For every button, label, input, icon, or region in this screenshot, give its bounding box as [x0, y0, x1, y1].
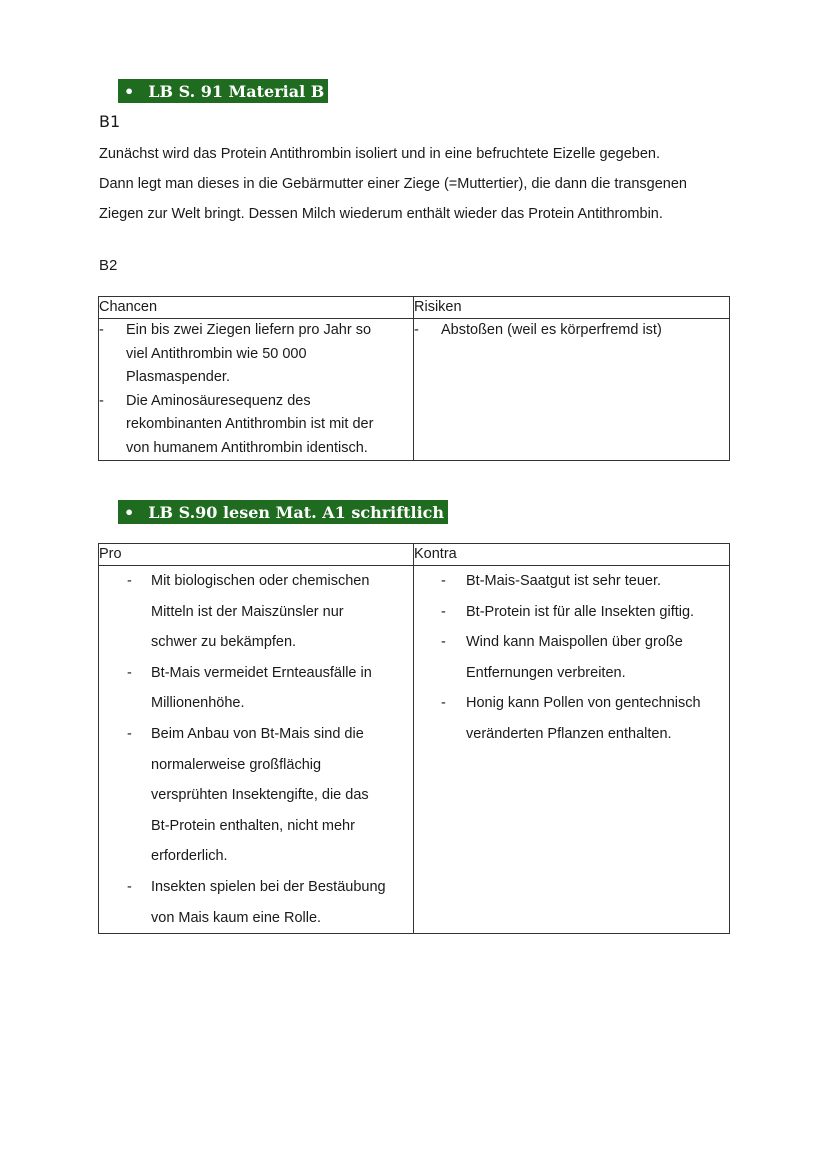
dash-bullet: -	[441, 695, 446, 712]
item-text-line: Insekten spielen bei der Bestäubung	[151, 878, 386, 895]
list-item	[99, 719, 413, 872]
list-item	[414, 566, 729, 597]
item-text-line: Wind kann Maispollen über große	[466, 634, 683, 651]
table-header-row	[99, 544, 730, 566]
list-item	[99, 872, 413, 933]
column-header-risiken: Risiken	[414, 297, 730, 319]
task-label-b2: B2	[99, 257, 118, 274]
list-item	[99, 390, 413, 461]
item-text-line: von Mais kaum eine Rolle.	[151, 909, 322, 926]
list-item	[414, 688, 729, 749]
dash-bullet: -	[127, 878, 132, 895]
column-header-kontra: Kontra	[414, 544, 730, 566]
dash-bullet: -	[414, 322, 419, 338]
list-item	[414, 597, 729, 628]
pro-cell	[99, 566, 414, 934]
section-heading-material-b	[118, 79, 328, 103]
dash-bullet: -	[441, 573, 446, 589]
list-item	[414, 627, 729, 688]
section-heading-mat-a1	[118, 500, 448, 524]
item-text-line: normalerweise großflächig	[151, 756, 322, 773]
item-text-line: rekombinanten Antithrombin ist mit der	[126, 416, 374, 432]
task-label-b1: B1	[99, 112, 121, 131]
dash-bullet: -	[99, 392, 104, 409]
item-text-line: Honig kann Pollen von gentechnisch	[466, 695, 701, 712]
item-text-line: Die Aminosäuresequenz des	[126, 392, 311, 409]
bullet-icon: •	[124, 502, 135, 522]
item-text-line: von humanem Antithrombin identisch.	[126, 439, 368, 456]
risiken-cell	[414, 319, 730, 461]
table-header-row	[99, 297, 730, 319]
bullet-icon: •	[124, 81, 135, 101]
item-text-line: versprühten Insektengifte, die das	[151, 787, 369, 804]
section-heading-text: LB S.90 lesen Mat. A1 schriftlich	[148, 502, 445, 522]
table-row	[99, 319, 730, 461]
list-item	[99, 658, 413, 719]
item-text-line: Bt-Protein enthalten, nicht mehr	[151, 817, 355, 834]
dash-bullet: -	[441, 603, 446, 620]
pro-kontra-table	[98, 543, 730, 934]
item-text-line: Millionenhöhe.	[151, 695, 245, 712]
list-item	[99, 319, 413, 390]
item-text-line: Bt-Mais-Saatgut ist sehr teuer.	[466, 573, 662, 589]
paragraph-line-1: Zunächst wird das Protein Antithrombin isoliert und in eine befruchtete Eizelle gegeben.	[99, 146, 660, 162]
chancen-risiken-table	[98, 296, 730, 461]
item-text-line: Entfernungen verbreiten.	[466, 664, 626, 681]
chancen-cell	[99, 319, 414, 461]
dash-bullet: -	[99, 322, 104, 338]
item-text-line: Bt-Protein ist für alle Insekten giftig.	[466, 603, 695, 620]
item-text-line: veränderten Pflanzen enthalten.	[466, 725, 672, 742]
list-item	[414, 319, 729, 343]
item-text-line: viel Antithrombin wie 50 000	[126, 345, 307, 362]
table-row	[99, 566, 730, 934]
item-text-line: Beim Anbau von Bt-Mais sind die	[151, 725, 364, 742]
item-text-line: Plasmaspender.	[126, 369, 230, 385]
item-text-line: erforderlich.	[151, 848, 228, 865]
column-header-chancen: Chancen	[99, 297, 414, 319]
item-text-line: Bt-Mais vermeidet Ernteausfälle in	[151, 664, 372, 681]
paragraph-line-2: Dann legt man dieses in die Gebärmutter einer Ziege (=Muttertier), die dann die transgenen	[99, 176, 687, 192]
dash-bullet: -	[441, 634, 446, 651]
column-header-pro: Pro	[99, 544, 414, 566]
item-text-line: Mitteln ist der Maiszünsler nur	[151, 603, 344, 620]
item-text-line: schwer zu bekämpfen.	[151, 634, 297, 651]
item-text-line: Abstoßen (weil es körperfremd ist)	[441, 322, 662, 338]
dash-bullet: -	[127, 573, 132, 589]
section-heading-text: LB S. 91 Material B	[148, 81, 325, 101]
item-text-line: Ein bis zwei Ziegen liefern pro Jahr so	[126, 322, 372, 338]
item-text-line: Mit biologischen oder chemischen	[151, 573, 370, 589]
paragraph-line-3: Ziegen zur Welt bringt. Dessen Milch wiederum enthält wieder das Protein Antithrombin.	[99, 206, 663, 222]
dash-bullet: -	[127, 725, 132, 742]
kontra-cell	[414, 566, 730, 934]
dash-bullet: -	[127, 664, 132, 681]
list-item	[99, 566, 413, 658]
